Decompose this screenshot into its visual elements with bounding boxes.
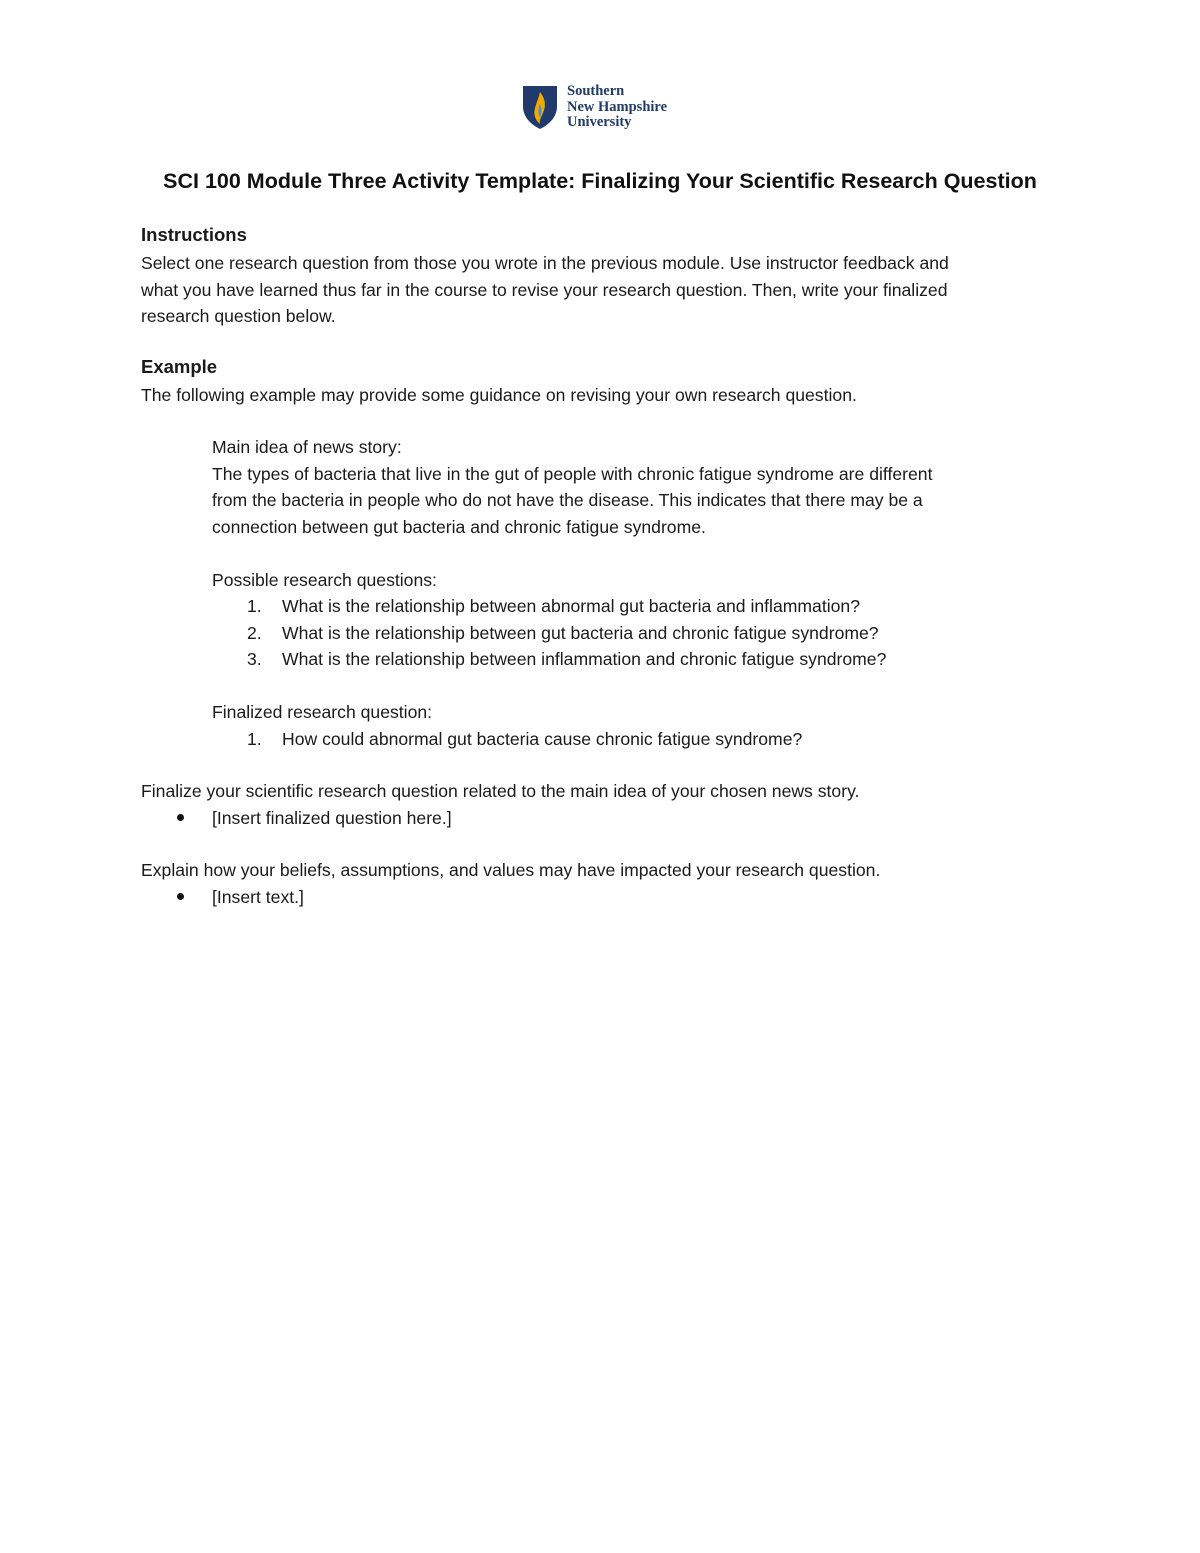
instructions-line: research question below. bbox=[141, 306, 336, 326]
list-number: 1. bbox=[247, 596, 262, 616]
example-heading: Example bbox=[141, 356, 218, 377]
list-item: What is the relationship between gut bacteria and chronic fatigue syndrome? bbox=[282, 623, 879, 643]
list-item: What is the relationship between abnormal gut bacteria and inflammation? bbox=[282, 596, 860, 616]
list-item: What is the relationship between inflammation and chronic fatigue syndrome? bbox=[282, 649, 887, 669]
example-intro: The following example may provide some guidance on revising your own research question. bbox=[141, 385, 857, 405]
shield-flame-icon bbox=[521, 84, 559, 130]
task1-prompt: Finalize your scientific research question related to the main idea of your chosen news story. bbox=[141, 781, 860, 801]
instructions-line: Select one research question from those you wrote in the previous module. Use instructor feedback and bbox=[141, 253, 949, 273]
list-number: 3. bbox=[247, 649, 262, 669]
bullet-icon bbox=[177, 814, 184, 821]
logo-line-3: University bbox=[567, 114, 632, 130]
main-idea-line: The types of bacteria that live in the gut of people with chronic fatigue syndrome are different bbox=[212, 464, 933, 484]
task1-answer-field[interactable]: [Insert finalized question here.] bbox=[212, 808, 452, 828]
list-number: 2. bbox=[247, 623, 262, 643]
bullet-icon bbox=[177, 893, 184, 900]
finalized-question-label: Finalized research question: bbox=[212, 702, 433, 722]
task2-answer-field[interactable]: [Insert text.] bbox=[212, 887, 304, 907]
task2-prompt: Explain how your beliefs, assumptions, and values may have impacted your research question. bbox=[141, 860, 881, 880]
university-logo bbox=[521, 84, 667, 131]
instructions-line: what you have learned thus far in the course to revise your research question. Then, write your finalized bbox=[141, 280, 948, 300]
main-idea-label: Main idea of news story: bbox=[212, 437, 402, 457]
document-title: SCI 100 Module Three Activity Template: Finalizing Your Scientific Research Question bbox=[163, 169, 1037, 193]
instructions-heading: Instructions bbox=[141, 224, 247, 245]
logo-line-2: New Hampshire bbox=[567, 98, 668, 115]
possible-questions-label: Possible research questions: bbox=[212, 570, 437, 590]
list-item: How could abnormal gut bacteria cause chronic fatigue syndrome? bbox=[282, 729, 803, 749]
main-idea-line: connection between gut bacteria and chronic fatigue syndrome. bbox=[212, 517, 706, 537]
list-number: 1. bbox=[247, 729, 262, 749]
main-idea-line: from the bacteria in people who do not have the disease. This indicates that there may be a bbox=[212, 490, 923, 510]
logo-line-1: Southern bbox=[567, 83, 625, 99]
